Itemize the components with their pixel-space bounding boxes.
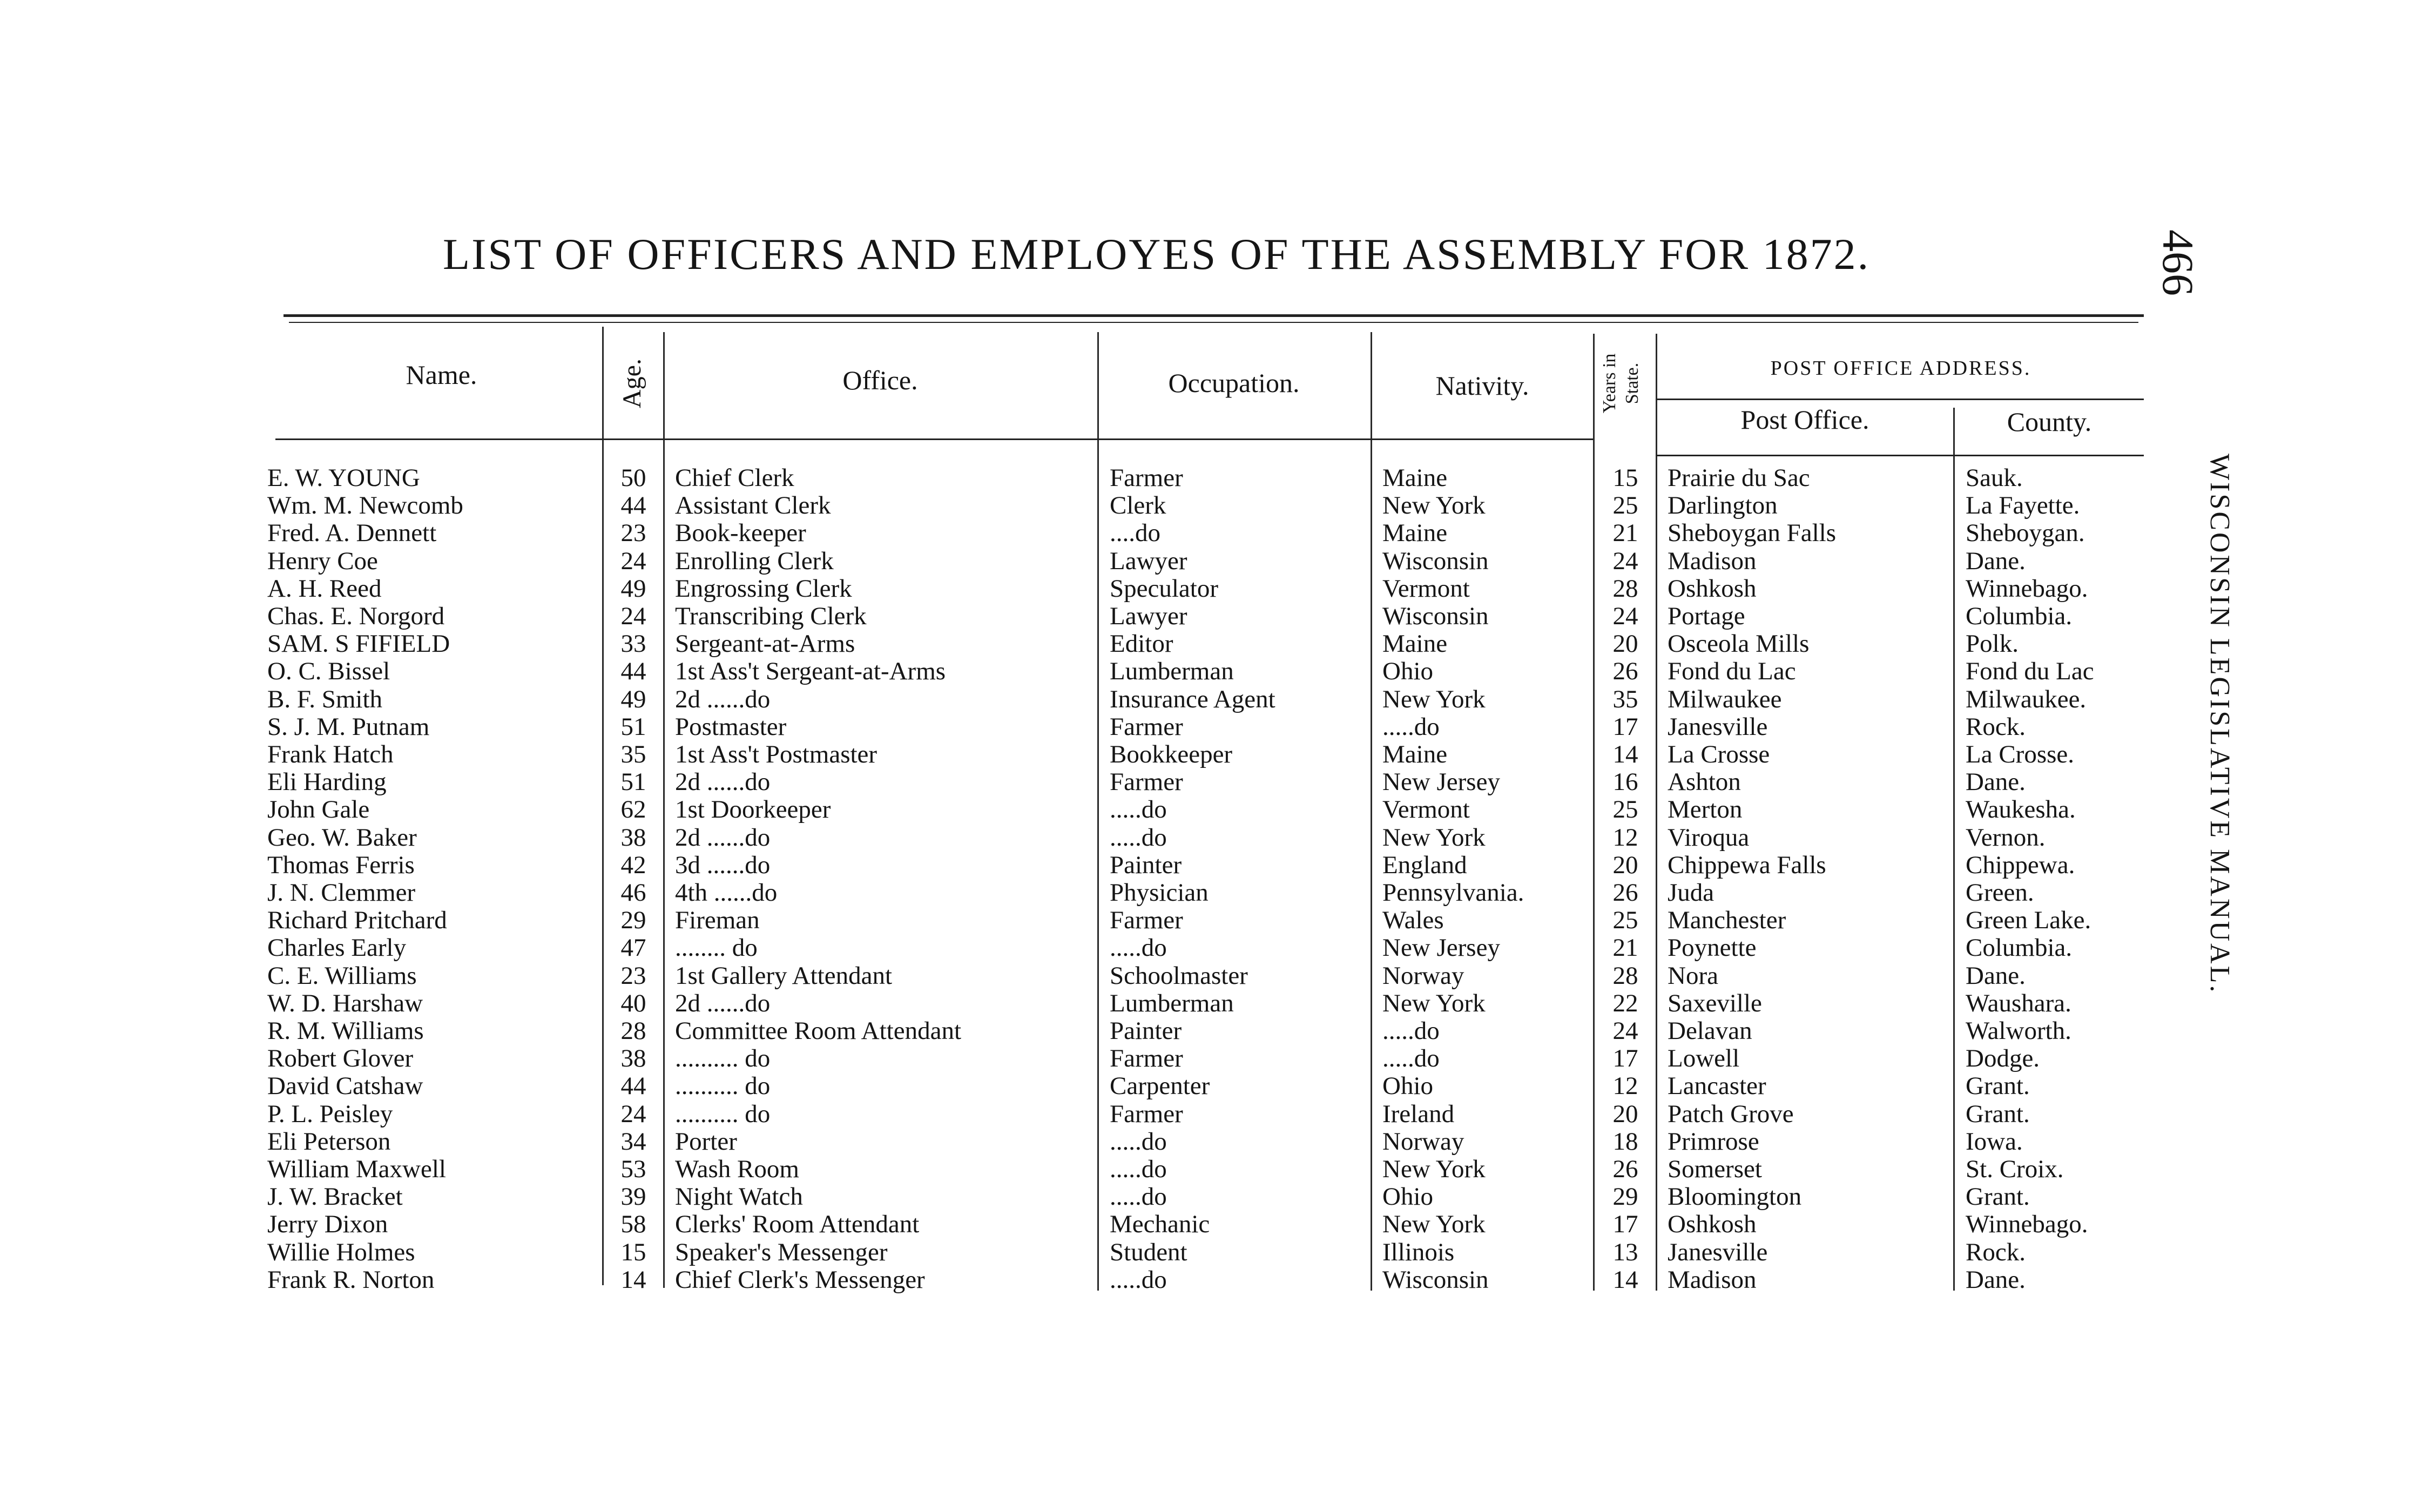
table-row [0,1045,2430,1072]
cell-occupation: Schoolmaster [1110,962,1248,989]
cell-county: Green. [1966,879,2034,906]
cell-age: 15 [620,1239,646,1266]
cell-office: Sergeant-at-Arms [675,630,855,657]
cell-nativity: Ireland [1382,1101,1455,1128]
cell-years: 20 [1612,852,1638,879]
cell-nativity: Maine [1382,630,1448,657]
cell-age: 38 [620,824,646,851]
cell-age: 49 [620,575,646,602]
cell-name: David Catshaw [267,1072,423,1099]
header-occupation: Occupation. [1168,368,1300,398]
cell-county: Sheboygan. [1966,519,2085,546]
cell-age: 23 [620,519,646,546]
table-row [0,824,2430,851]
table-row [0,464,2430,491]
top-rule-thick [284,314,2144,317]
cell-years: 29 [1612,1183,1638,1210]
cell-name: W. D. Harshaw [267,990,423,1017]
cell-age: 44 [620,492,646,519]
cell-county: Rock. [1966,1239,2026,1266]
cell-occupation: .....do [1110,796,1167,823]
cell-post-office: Patch Grove [1668,1101,1794,1128]
cell-county: Vernon. [1966,824,2046,851]
cell-occupation: .....do [1110,1128,1167,1155]
cell-occupation: Editor [1110,630,1173,657]
cell-name: John Gale [267,796,370,823]
table-row [0,575,2430,602]
cell-post-office: Primrose [1668,1128,1759,1155]
table-row [0,548,2430,575]
cell-age: 44 [620,658,646,685]
cell-nativity: Ohio [1382,1072,1433,1099]
cell-years: 20 [1612,1101,1638,1128]
cell-post-office: Viroqua [1668,824,1750,851]
cell-county: St. Croix. [1966,1156,2064,1183]
cell-age: 46 [620,879,646,906]
page-number: 466 [2154,230,2203,296]
cell-name: C. E. Williams [267,962,417,989]
table-row [0,519,2430,546]
cell-age: 40 [620,990,646,1017]
cell-county: Polk. [1966,630,2019,657]
cell-age: 51 [620,768,646,795]
cell-age: 23 [620,962,646,989]
cell-office: ........ do [675,934,758,961]
cell-name: Charles Early [267,934,407,961]
cell-years: 25 [1612,492,1638,519]
table-row [0,603,2430,630]
cell-years: 17 [1612,713,1638,740]
cell-name: J. N. Clemmer [267,879,416,906]
cell-office: Committee Room Attendant [675,1017,962,1044]
cell-years: 22 [1612,990,1638,1017]
cell-office: 1st Gallery Attendant [675,962,893,989]
cell-office: 3d ......do [675,852,771,879]
cell-nativity: Wisconsin [1382,548,1489,575]
cell-occupation: Lawyer [1110,548,1187,575]
cell-county: Dodge. [1966,1045,2040,1072]
cell-age: 51 [620,713,646,740]
cell-post-office: Madison [1668,548,1757,575]
cell-occupation: .....do [1110,1266,1167,1293]
table-row [0,713,2430,740]
cell-nativity: Ohio [1382,1183,1433,1210]
cell-post-office: Osceola Mills [1668,630,1810,657]
cell-office: .......... do [675,1101,771,1128]
table-row [0,630,2430,657]
cell-age: 38 [620,1045,646,1072]
cell-nativity: New York [1382,1156,1486,1183]
cell-occupation: Lawyer [1110,603,1187,630]
cell-office: 2d ......do [675,990,771,1017]
cell-age: 28 [620,1017,646,1044]
cell-age: 50 [620,464,646,491]
cell-nativity: Vermont [1382,575,1470,602]
cell-post-office: Oshkosh [1668,1211,1757,1238]
cell-years: 17 [1612,1211,1638,1238]
cell-post-office: Oshkosh [1668,575,1757,602]
cell-age: 35 [620,741,646,768]
table-row [0,1101,2430,1128]
cell-years: 24 [1612,548,1638,575]
cell-years: 20 [1612,630,1638,657]
cell-office: Engrossing Clerk [675,575,852,602]
header-years-line2: State. [1622,362,1642,404]
cell-county: Dane. [1966,548,2026,575]
header-bottom-rule-right [1656,455,2144,456]
cell-name: William Maxwell [267,1156,446,1183]
cell-county: La Fayette. [1966,492,2080,519]
cell-nativity: England [1382,852,1467,879]
cell-nativity: Maine [1382,464,1448,491]
cell-post-office: Portage [1668,603,1745,630]
cell-years: 13 [1612,1239,1638,1266]
cell-age: 24 [620,603,646,630]
cell-occupation: Farmer [1110,1045,1183,1072]
running-title: WISCONSIN LEGISLATIVE MANUAL. [2204,454,2235,995]
cell-nativity: Maine [1382,741,1448,768]
cell-office: 2d ......do [675,824,771,851]
cell-county: Columbia. [1966,934,2073,961]
cell-nativity: .....do [1382,1017,1440,1044]
cell-county: Grant. [1966,1072,2030,1099]
header-bottom-rule [275,438,1593,440]
cell-years: 12 [1612,824,1638,851]
cell-nativity: New York [1382,492,1486,519]
cell-name: Fred. A. Dennett [267,519,437,546]
cell-name: Jerry Dixon [267,1211,388,1238]
cell-name: Geo. W. Baker [267,824,417,851]
cell-name: P. L. Peisley [267,1101,393,1128]
cell-nativity: Wisconsin [1382,603,1489,630]
table-row [0,1072,2430,1099]
cell-age: 29 [620,907,646,934]
cell-name: R. M. Williams [267,1017,424,1044]
cell-occupation: Student [1110,1239,1187,1266]
cell-age: 14 [620,1266,646,1293]
table-row [0,934,2430,961]
cell-years: 24 [1612,603,1638,630]
header-years-line1: Years in [1599,353,1619,414]
cell-age: 34 [620,1128,646,1155]
cell-office: Porter [675,1128,737,1155]
cell-county: Iowa. [1966,1128,2023,1155]
table-row [0,1017,2430,1044]
cell-age: 49 [620,686,646,713]
cell-post-office: Lancaster [1668,1072,1766,1099]
cell-age: 24 [620,548,646,575]
cell-occupation: Farmer [1110,907,1183,934]
table-row [0,768,2430,795]
cell-age: 53 [620,1156,646,1183]
post-office-address-rule [1656,399,2144,400]
header-name: Name. [406,360,477,390]
table-row [0,962,2430,989]
cell-office: Speaker's Messenger [675,1239,888,1266]
cell-nativity: Illinois [1382,1239,1455,1266]
cell-office: Assistant Clerk [675,492,831,519]
cell-occupation: ....do [1110,519,1160,546]
cell-name: Richard Pritchard [267,907,447,934]
cell-nativity: New York [1382,990,1486,1017]
table-row [0,1128,2430,1155]
cell-post-office: Sheboygan Falls [1668,519,1837,546]
cell-occupation: Painter [1110,852,1182,879]
header-office: Office. [842,365,918,395]
cell-nativity: Ohio [1382,658,1433,685]
cell-nativity: Pennsylvania. [1382,879,1524,906]
cell-county: Winnebago. [1966,1211,2088,1238]
cell-occupation: Farmer [1110,713,1183,740]
cell-post-office: Janesville [1668,713,1768,740]
cell-office: 1st Ass't Sergeant-at-Arms [675,658,946,685]
cell-occupation: Insurance Agent [1110,686,1275,713]
cell-name: B. F. Smith [267,686,383,713]
cell-age: 44 [620,1072,646,1099]
cell-nativity: .....do [1382,713,1440,740]
cell-post-office: Fond du Lac [1668,658,1796,685]
cell-post-office: Delavan [1668,1017,1752,1044]
table-row [0,907,2430,934]
cell-occupation: .....do [1110,1183,1167,1210]
table-row [0,796,2430,823]
cell-occupation: Speculator [1110,575,1218,602]
cell-post-office: Janesville [1668,1239,1768,1266]
cell-county: Waushara. [1966,990,2071,1017]
cell-years: 26 [1612,879,1638,906]
cell-office: 2d ......do [675,686,771,713]
cell-post-office: Manchester [1668,907,1786,934]
cell-office: 4th ......do [675,879,778,906]
cell-post-office: Merton [1668,796,1743,823]
table-row [0,492,2430,519]
table-row [0,1183,2430,1210]
cell-office: 1st Ass't Postmaster [675,741,878,768]
cell-county: Dane. [1966,1266,2026,1293]
cell-county: Winnebago. [1966,575,2088,602]
cell-occupation: Farmer [1110,464,1183,491]
cell-occupation: Clerk [1110,492,1166,519]
cell-years: 28 [1612,575,1638,602]
table-row [0,879,2430,906]
table-row [0,1266,2430,1293]
cell-name: Robert Glover [267,1045,414,1072]
header-nativity: Nativity. [1435,370,1529,401]
cell-post-office: Bloomington [1668,1183,1802,1210]
cell-county: Walworth. [1966,1017,2071,1044]
header-post-office-address: POST OFFICE ADDRESS. [1770,357,2031,380]
cell-office: 1st Doorkeeper [675,796,831,823]
cell-years: 24 [1612,1017,1638,1044]
cell-county: Dane. [1966,768,2026,795]
cell-county: Waukesha. [1966,796,2076,823]
cell-office: Chief Clerk's Messenger [675,1266,925,1293]
cell-age: 42 [620,852,646,879]
cell-name: Wm. M. Newcomb [267,492,463,519]
cell-name: E. W. YOUNG [267,464,420,491]
header-county: County. [2007,407,2092,437]
cell-post-office: Somerset [1668,1156,1762,1183]
cell-office: Wash Room [675,1156,799,1183]
cell-county: Sauk. [1966,464,2023,491]
cell-office: Enrolling Clerk [675,548,834,575]
cell-years: 14 [1612,1266,1638,1293]
cell-nativity: Norway [1382,1128,1464,1155]
cell-office: Chief Clerk [675,464,794,491]
table-row [0,1239,2430,1266]
cell-name: Henry Coe [267,548,378,575]
cell-years: 14 [1612,741,1638,768]
cell-office: Transcribing Clerk [675,603,867,630]
cell-county: Grant. [1966,1183,2030,1210]
cell-name: Thomas Ferris [267,852,415,879]
table-row [0,990,2430,1017]
header-post-office: Post Office. [1740,404,1869,435]
cell-office: Fireman [675,907,760,934]
cell-county: La Crosse. [1966,741,2075,768]
cell-years: 21 [1612,934,1638,961]
cell-occupation: Physician [1110,879,1209,906]
page-title: LIST OF OFFICERS AND EMPLOYES OF THE ASSEMBLY FOR 1872. [443,230,1871,279]
cell-occupation: .....do [1110,1156,1167,1183]
cell-name: Frank Hatch [267,741,394,768]
cell-occupation: Carpenter [1110,1072,1210,1099]
cell-county: Dane. [1966,962,2026,989]
cell-nativity: New Jersey [1382,768,1500,795]
cell-post-office: Saxeville [1668,990,1762,1017]
cell-office: .......... do [675,1045,771,1072]
cell-post-office: Nora [1668,962,1718,989]
cell-nativity: Maine [1382,519,1448,546]
cell-years: 25 [1612,796,1638,823]
cell-occupation: Bookkeeper [1110,741,1233,768]
cell-nativity: Wales [1382,907,1444,934]
cell-years: 26 [1612,658,1638,685]
cell-county: Rock. [1966,713,2026,740]
table-row [0,741,2430,768]
cell-years: 26 [1612,1156,1638,1183]
cell-nativity: Wisconsin [1382,1266,1489,1293]
cell-years: 15 [1612,464,1638,491]
cell-nativity: Vermont [1382,796,1470,823]
cell-years: 18 [1612,1128,1638,1155]
cell-years: 35 [1612,686,1638,713]
cell-age: 39 [620,1183,646,1210]
cell-age: 47 [620,934,646,961]
cell-post-office: Chippewa Falls [1668,852,1826,879]
cell-occupation: Farmer [1110,1101,1183,1128]
cell-post-office: La Crosse [1668,741,1770,768]
cell-occupation: Lumberman [1110,990,1234,1017]
cell-name: Chas. E. Norgord [267,603,445,630]
cell-nativity: New Jersey [1382,934,1500,961]
header-age: Age. [618,359,646,408]
cell-occupation: Farmer [1110,768,1183,795]
cell-nativity: New York [1382,1211,1486,1238]
cell-occupation: .....do [1110,824,1167,851]
cell-office: Night Watch [675,1183,803,1210]
cell-years: 12 [1612,1072,1638,1099]
cell-years: 16 [1612,768,1638,795]
cell-office: Postmaster [675,713,787,740]
cell-occupation: Lumberman [1110,658,1234,685]
cell-post-office: Prairie du Sac [1668,464,1810,491]
cell-post-office: Ashton [1668,768,1741,795]
cell-name: O. C. Bissel [267,658,390,685]
cell-office: Clerks' Room Attendant [675,1211,920,1238]
table-row [0,852,2430,879]
cell-occupation: .....do [1110,934,1167,961]
cell-name: A. H. Reed [267,575,382,602]
cell-office: .......... do [675,1072,771,1099]
cell-years: 17 [1612,1045,1638,1072]
cell-occupation: Mechanic [1110,1211,1210,1238]
cell-post-office: Darlington [1668,492,1778,519]
cell-county: Milwaukee. [1966,686,2087,713]
table-row [0,1211,2430,1238]
cell-county: Grant. [1966,1101,2030,1128]
cell-post-office: Poynette [1668,934,1757,961]
table-row [0,686,2430,713]
cell-post-office: Lowell [1668,1045,1740,1072]
cell-years: 28 [1612,962,1638,989]
top-rule-thin [289,322,2138,323]
cell-nativity: .....do [1382,1045,1440,1072]
cell-nativity: Norway [1382,962,1464,989]
cell-office: Book-keeper [675,519,806,546]
cell-post-office: Madison [1668,1266,1757,1293]
cell-occupation: Painter [1110,1017,1182,1044]
cell-age: 33 [620,630,646,657]
cell-name: Eli Harding [267,768,387,795]
cell-nativity: New York [1382,824,1486,851]
cell-years: 21 [1612,519,1638,546]
cell-age: 24 [620,1101,646,1128]
table-row [0,658,2430,685]
cell-name: Eli Peterson [267,1128,391,1155]
cell-nativity: New York [1382,686,1486,713]
cell-name: J. W. Bracket [267,1183,403,1210]
cell-post-office: Milwaukee [1668,686,1782,713]
cell-name: Frank R. Norton [267,1266,435,1293]
cell-post-office: Juda [1668,879,1714,906]
cell-county: Columbia. [1966,603,2073,630]
table-row [0,1156,2430,1183]
cell-age: 58 [620,1211,646,1238]
cell-office: 2d ......do [675,768,771,795]
cell-county: Fond du Lac [1966,658,2094,685]
cell-name: SAM. S FIFIELD [267,630,450,657]
cell-years: 25 [1612,907,1638,934]
cell-county: Chippewa. [1966,852,2075,879]
cell-name: Willie Holmes [267,1239,415,1266]
cell-name: S. J. M. Putnam [267,713,430,740]
cell-age: 62 [620,796,646,823]
cell-county: Green Lake. [1966,907,2091,934]
